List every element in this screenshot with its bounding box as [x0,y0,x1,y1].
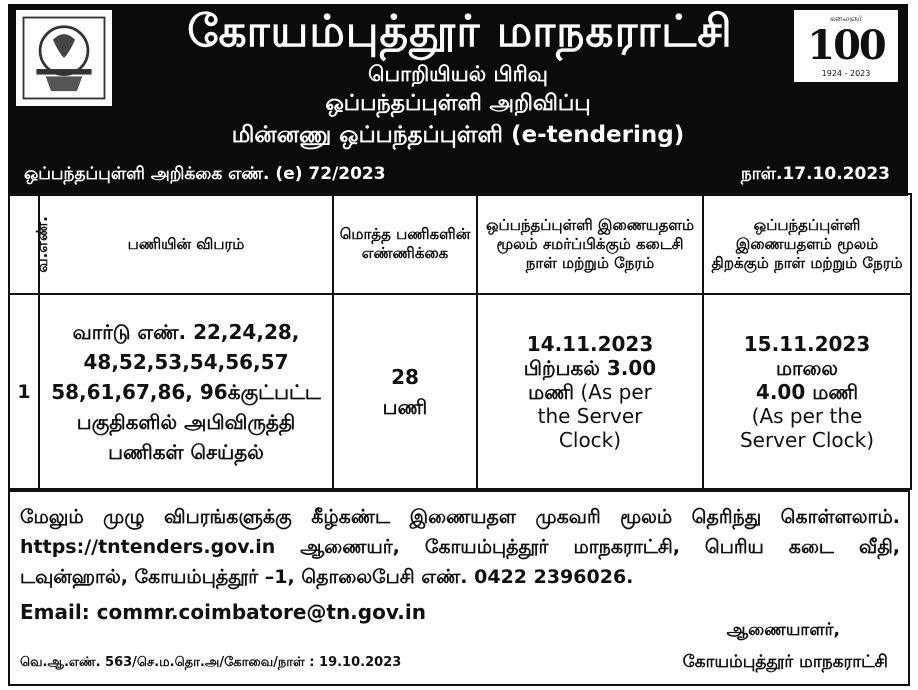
open-time: 4.00 மணி [755,379,859,404]
row-sno: 1 [9,294,39,489]
table-header-row [9,194,911,294]
footer-box [8,490,910,686]
badge-number: 100 [807,22,885,69]
desc-line: வார்டு எண். 22,24,28, [72,319,300,344]
close-time: பிற்பகல் 3.00 [523,355,657,380]
col-header-sno: வ.எண். [9,194,39,294]
close-note-c: Clock) [558,427,622,452]
open-note-a: (As per the [751,403,863,428]
desc-line: பணிகள் செய்தல் [108,439,264,464]
signatory-org: கோயம்புத்தூர் மாநகராட்சி [682,652,888,672]
table-row [9,294,911,489]
tender-website-link[interactable]: https://tntenders.gov.in [20,536,276,558]
page-title: கோயம்புத்தூர் மாநகராட்சி [187,6,733,57]
col-header-submission: ஒப்பந்தப்புள்ளி இணையதளம் மூலம் சமர்ப்பிக்கும் கடைசி நாள் மற்றும் நேரம் [477,194,703,294]
info-paragraph [20,502,900,592]
close-unit: மணி [528,379,574,404]
open-note-b: Server Clock) [739,427,875,452]
open-period: மாலை [775,355,839,380]
notice-type-line: ஒப்பந்தப்புள்ளி அறிவிப்பு [325,91,591,116]
col-header-description: பணியின் விபரம் [39,194,333,294]
col-header-opening: ஒப்பந்தப்புள்ளி இணையதளம் மூலம் திறக்கும் நாள் மற்றும் நேரம் [703,194,911,294]
notice-date: நாள்.17.10.2023 [740,164,890,184]
row-opening-time [703,294,911,489]
signatory-title: ஆணையாளர், [726,620,840,640]
office-reference: வெ.ஆ.எண். 563/செ.ம.தொ.அ/கோவை/நாள் : 19.10.2023 [20,655,402,670]
department-line: பொறியியல் பிரிவு [368,62,548,86]
info-text-a: மேலும் முழு விபரங்களுக்கு கீழ்கண்ட இணையதள முகவரி மூலம் தெரிந்து கொள்ளலாம். [20,506,900,528]
open-date: 15.11.2023 [743,331,871,356]
email-contact[interactable]: Email: commr.coimbatore@tn.gov.in [20,600,426,624]
badge-years: 1924 - 2023 [821,69,871,78]
close-date: 14.11.2023 [526,331,654,356]
close-note-b: the Server [537,403,643,428]
row-description [39,294,333,489]
badge-caption: கலைஞர் [829,14,863,23]
count-unit: பணி [382,394,428,419]
info-text-b: ஆணையர், கோயம்புத்தூர் மாநகராட்சி, பெரிய கடை வீதி, டவுன்ஹால், கோயம்புத்தூர் –1, தொலைபேசி எண். 0422 2396026. [20,536,900,588]
row-submission-deadline [477,294,703,489]
col-header-count: மொத்த பணிகளின் எண்ணிக்கை [333,194,477,294]
notice-reference: ஒப்பந்தப்புள்ளி அறிக்கை எண். (e) 72/2023 [24,164,386,184]
close-note-a: (As per [580,379,652,404]
tender-table [8,193,912,490]
desc-line: 48,52,53,54,56,57 [83,349,289,374]
desc-line: 58,61,67,86, 96க்குட்பட்ட [51,379,321,404]
count-number: 28 [391,364,419,389]
etender-line: மின்னணு ஒப்பந்தப்புள்ளி (e-tendering) [231,122,685,148]
header-banner [8,4,908,196]
desc-line: பகுதிகளில் அபிவிருத்தி [76,409,296,434]
row-count [333,294,477,489]
